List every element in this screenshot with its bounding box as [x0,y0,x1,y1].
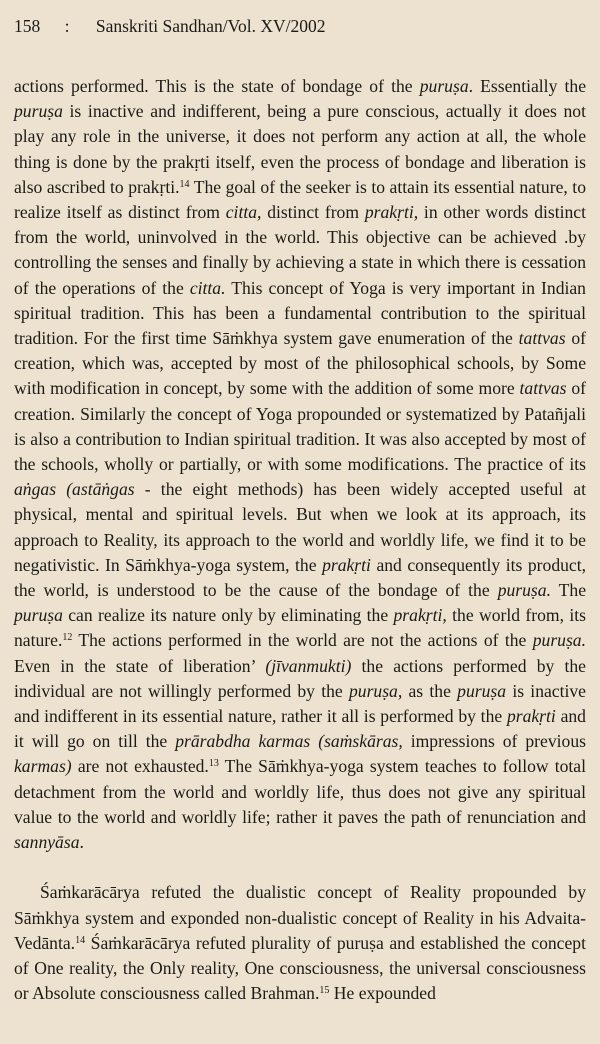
paragraph-1 [14,74,586,855]
text-run: of creation. Similarly the concept of Yoga propounded or systematized by Patañjali is also a contribution to Indian spiritual tradition. It was also accepted by most of the schools, wholly or partially, or with some modifications. The practice of its [14,378,586,475]
text-run: . [79,832,84,853]
footnote-ref: 13 [208,758,219,770]
text-run: are not exhausted. [71,756,209,777]
italic-term: puruṣa [14,605,63,626]
footnote-ref: 15 [319,985,330,997]
text-run: is inactive and indifferent, being a pure conscious, actually it does not play any role in the universe, it does not perform any action at all, the whole thing is done by the prakṛti itself, even the process of bondage and liberation is also ascribed to prakṛti. [14,101,586,197]
text-run: actions performed. This is the state of bondage of the [14,76,420,96]
italic-term: karmas) [14,756,72,777]
page-number: 158 [14,16,41,36]
italic-term: puruṣa. [532,630,586,651]
text-run: The goal of the seeker is to attain its essential nature, to realize itself as distinct from [14,176,586,223]
italic-term: (jīvanmukti) [265,655,352,676]
footnote-ref: 14 [179,178,190,190]
journal-title: Sanskriti Sandhan/Vol. XV/2002 [95,16,326,36]
italic-term: prakṛti [322,554,371,575]
text-run: the actions performed by the individual are not willingly performed by the [14,655,586,701]
text-run: . Essentially the [468,76,586,96]
text-run: - the eight methods) has been widely accepted useful at physical, mental and spiritual levels. But when we look at its approach, its approach to Reality, its approach to the world and worldly life, we find it to be negativistic. In Sāṁkhya-yoga system, the [14,479,587,575]
italic-term: puruṣa [14,101,63,122]
italic-term: tattvas [518,328,566,349]
text-run: and consequently its product, the world, is understood to be the cause of the bondage of the [14,554,587,601]
italic-term: tattvas [519,378,567,399]
italic-term: puruṣa [457,680,507,701]
text-run: Even in the state of liberation’ [14,655,266,676]
text-run: of creation, which was, accepted by most of the philosophical schools, by Some with modification in concept, by some with the addition of some more [14,328,586,399]
text-run: distinct from [261,202,365,223]
text-run: The Sāṁkhya-yoga system teaches to follow total detachment from the world and worldly life, thus does not give any spiritual value to the world and worldly life; rather it paves the path of renunciation and [14,756,587,827]
text-run: the world from, its nature. [14,605,586,651]
italic-term: puruṣa [419,76,469,96]
footnote-ref: 12 [62,632,73,644]
text-run: can realize its nature only by eliminating the [62,605,394,626]
italic-term: sannyāsa [14,832,80,853]
italic-term: puruṣa, [348,680,403,701]
paragraph-2 [14,880,586,1006]
body-text [14,74,586,1006]
text-run: This concept of Yoga is very important in Indian spiritual tradition. This has been a fundamental contribution to the spiritual tradition. For the first time Sāṁkhya system gave enumeration of the [14,277,586,349]
text-run: impressions of previous [402,731,586,752]
italic-term: prakṛti [506,706,556,727]
text-run: He expounded [329,983,436,1004]
footnote-ref: 14 [75,934,86,946]
text-run: The actions performed in the world are not the actions of the [72,630,533,651]
italic-term: prakṛti, [393,605,447,626]
text-run: The [550,580,587,601]
text-run: Śaṁkarācārya refuted plurality of puruṣa and established the concept of One reality, the Only reality, One consciousness, the universal consciousness or Absolute consciousness called Brahman. [14,932,586,1004]
text-run: Śaṁkarācārya refuted the dualistic concept of Reality propounded by Sāṁkhya system and exponded non-dualistic concept of Reality in his Advaita-Vedānta. [14,882,586,953]
running-header [14,14,586,38]
italic-term: citta, [225,202,262,223]
italic-term: puruṣa. [497,580,551,601]
italic-term: aṅgas (astāṅgas [14,479,135,500]
italic-term: citta. [189,277,226,298]
text-run: as the [402,680,458,701]
text-run: in other words distinct from the world, uninvolved in the world. This objective can be achieved .by controlling the senses and finally by achieving a state in which there is cessation of the operations of the [14,202,586,298]
italic-term: prakṛti, [364,202,419,223]
italic-term: prārabdha karmas (saṁskāras, [175,731,403,752]
text-run: is inactive and indifferent in its essential nature, rather it all is performed by the [14,680,586,727]
text-run: and it will go on till the [14,706,586,752]
header-separator: : [64,16,70,36]
